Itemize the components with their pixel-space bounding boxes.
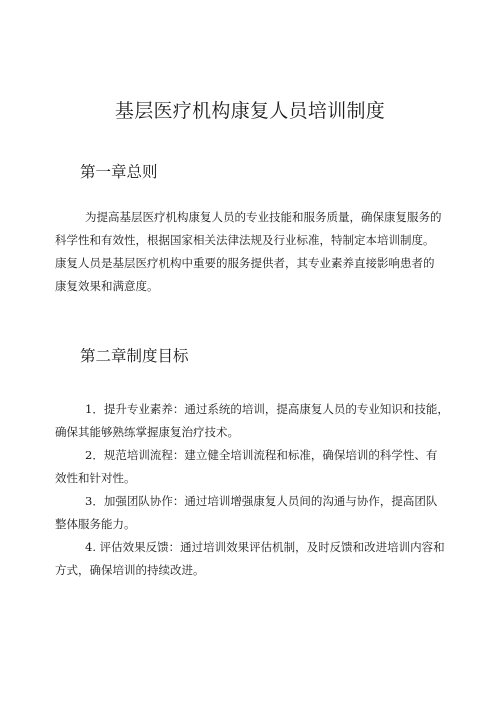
list-item-line: 确保其能够熟练掌握康复治疗技术。 xyxy=(55,425,239,439)
list-item xyxy=(55,536,450,582)
list-item-line: 1．提升专业素养：通过系统的培训，提高康复人员的专业知识和技能， xyxy=(85,402,449,416)
paragraph-line: 科学性和有效性，根据国家相关法律法规及行业标准，特制定本培训制度。 xyxy=(55,233,435,247)
list-item-line: 方式，确保培训的持续改进。 xyxy=(55,563,205,577)
list-item-line: 整体服务能力。 xyxy=(55,517,136,531)
paragraph-line: 为提高基层医疗机构康复人员的专业技能和服务质量，确保康复服务的 xyxy=(85,210,442,224)
chapter-1-heading: 第一章总则 xyxy=(80,163,158,181)
list-item-line: 效性和针对性。 xyxy=(55,471,136,485)
paragraph-line: 康复效果和满意度。 xyxy=(55,279,159,293)
list-item xyxy=(55,490,450,536)
list-item xyxy=(55,444,450,490)
chapter-2-list xyxy=(55,398,450,582)
chapter-1-paragraph xyxy=(55,206,450,298)
list-item xyxy=(55,398,450,444)
paragraph-line: 康复人员是基层医疗机构中重要的服务提供者，其专业素养直接影响患者的 xyxy=(55,256,435,270)
document-title: 基层医疗机构康复人员培训制度 xyxy=(114,100,386,122)
list-item-line: 4. 评估效果反馈：通过培训效果评估机制，及时反馈和改进培训内容和 xyxy=(85,540,445,554)
chapter-2-heading: 第二章制度目标 xyxy=(80,347,189,365)
list-item-line: 2．规范培训流程：建立健全培训流程和标准，确保培训的科学性、有 xyxy=(85,448,438,462)
list-item-line: 3．加强团队协作：通过培训增强康复人员间的沟通与协作，提高团队 xyxy=(85,494,438,508)
